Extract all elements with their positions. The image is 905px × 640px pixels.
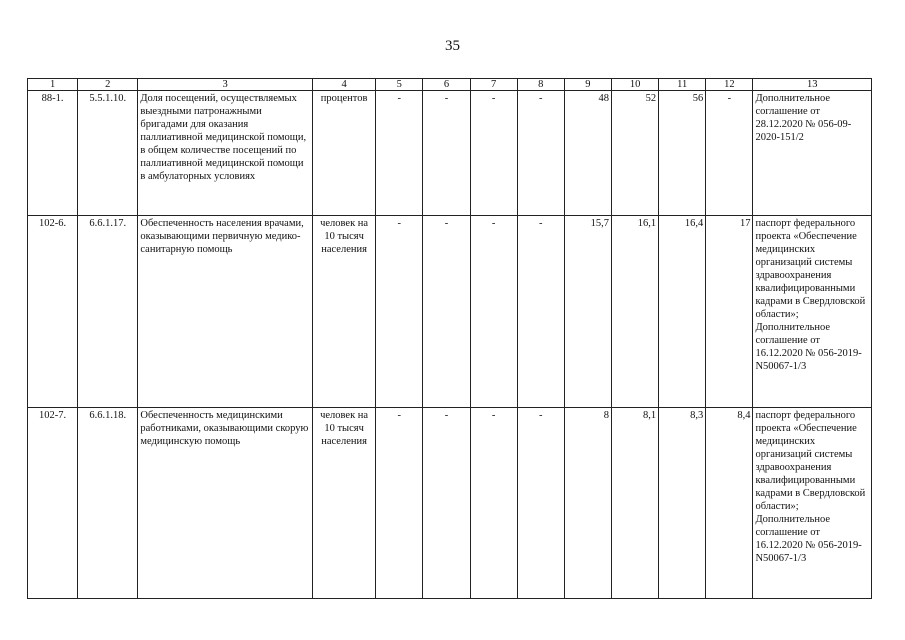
value-col10: 16,1 xyxy=(611,216,658,408)
col-header-13: 13 xyxy=(753,79,872,91)
unit: процентов xyxy=(312,91,375,216)
value-col10: 8,1 xyxy=(611,408,658,599)
value-col10: 52 xyxy=(611,91,658,216)
indicator-name: Обеспеченность населения врачами, оказывающими первичную медико-санитарную помощь xyxy=(138,216,313,408)
col-header-4: 4 xyxy=(312,79,375,91)
col-header-7: 7 xyxy=(470,79,517,91)
table-row xyxy=(28,216,872,408)
indicators-table xyxy=(27,78,872,599)
col-header-5: 5 xyxy=(376,79,423,91)
value-col6: - xyxy=(423,408,470,599)
indicator-name: Доля посещений, осуществляемых выездными патронажными бригадами для оказания паллиативной медицинской помощи, в общем количестве посещений по паллиативной медицинской помощи в амбулаторных условиях xyxy=(138,91,313,216)
col-header-9: 9 xyxy=(564,79,611,91)
table-row xyxy=(28,408,872,599)
value-col7: - xyxy=(470,408,517,599)
row-number: 102-7. xyxy=(28,408,78,599)
value-col11: 56 xyxy=(659,91,706,216)
value-col5: - xyxy=(376,91,423,216)
value-col12: 17 xyxy=(706,216,753,408)
value-col5: - xyxy=(376,216,423,408)
value-col12: 8,4 xyxy=(706,408,753,599)
col-header-8: 8 xyxy=(517,79,564,91)
col-header-10: 10 xyxy=(611,79,658,91)
value-col7: - xyxy=(470,216,517,408)
row-code: 5.5.1.10. xyxy=(78,91,138,216)
row-number: 88-1. xyxy=(28,91,78,216)
row-code: 6.6.1.18. xyxy=(78,408,138,599)
value-col9: 48 xyxy=(564,91,611,216)
value-col12: - xyxy=(706,91,753,216)
page-number: 35 xyxy=(445,38,460,54)
value-col11: 8,3 xyxy=(659,408,706,599)
col-header-3: 3 xyxy=(138,79,313,91)
source-document: паспорт федерального проекта «Обеспечение медицинских организаций системы здравоохранения квалифицированными кадрами в Свердловской области»; Дополнительное соглашение от 16.12.2020 № 056-2019-N50067-1/3 xyxy=(753,408,872,599)
value-col8: - xyxy=(517,91,564,216)
col-header-1: 1 xyxy=(28,79,78,91)
value-col6: - xyxy=(423,91,470,216)
unit: человек на 10 тысяч населения xyxy=(312,216,375,408)
indicator-name: Обеспеченность медицинскими работниками, оказывающими скорую медицинскую помощь xyxy=(138,408,313,599)
value-col7: - xyxy=(470,91,517,216)
value-col11: 16,4 xyxy=(659,216,706,408)
source-document: паспорт федерального проекта «Обеспечение медицинских организаций системы здравоохранения квалифицированными кадрами в Свердловской области»; Дополнительное соглашение от 16.12.2020 № 056-2019-N50067-1/3 xyxy=(753,216,872,408)
col-header-2: 2 xyxy=(78,79,138,91)
table-row xyxy=(28,91,872,216)
value-col6: - xyxy=(423,216,470,408)
source-document: Дополнительное соглашение от 28.12.2020 № 056-09-2020-151/2 xyxy=(753,91,872,216)
col-header-11: 11 xyxy=(659,79,706,91)
value-col9: 8 xyxy=(564,408,611,599)
col-header-12: 12 xyxy=(706,79,753,91)
value-col5: - xyxy=(376,408,423,599)
value-col8: - xyxy=(517,408,564,599)
row-number: 102-6. xyxy=(28,216,78,408)
row-code: 6.6.1.17. xyxy=(78,216,138,408)
value-col9: 15,7 xyxy=(564,216,611,408)
value-col8: - xyxy=(517,216,564,408)
col-header-6: 6 xyxy=(423,79,470,91)
unit: человек на 10 тысяч населения xyxy=(312,408,375,599)
header-row xyxy=(28,79,872,91)
